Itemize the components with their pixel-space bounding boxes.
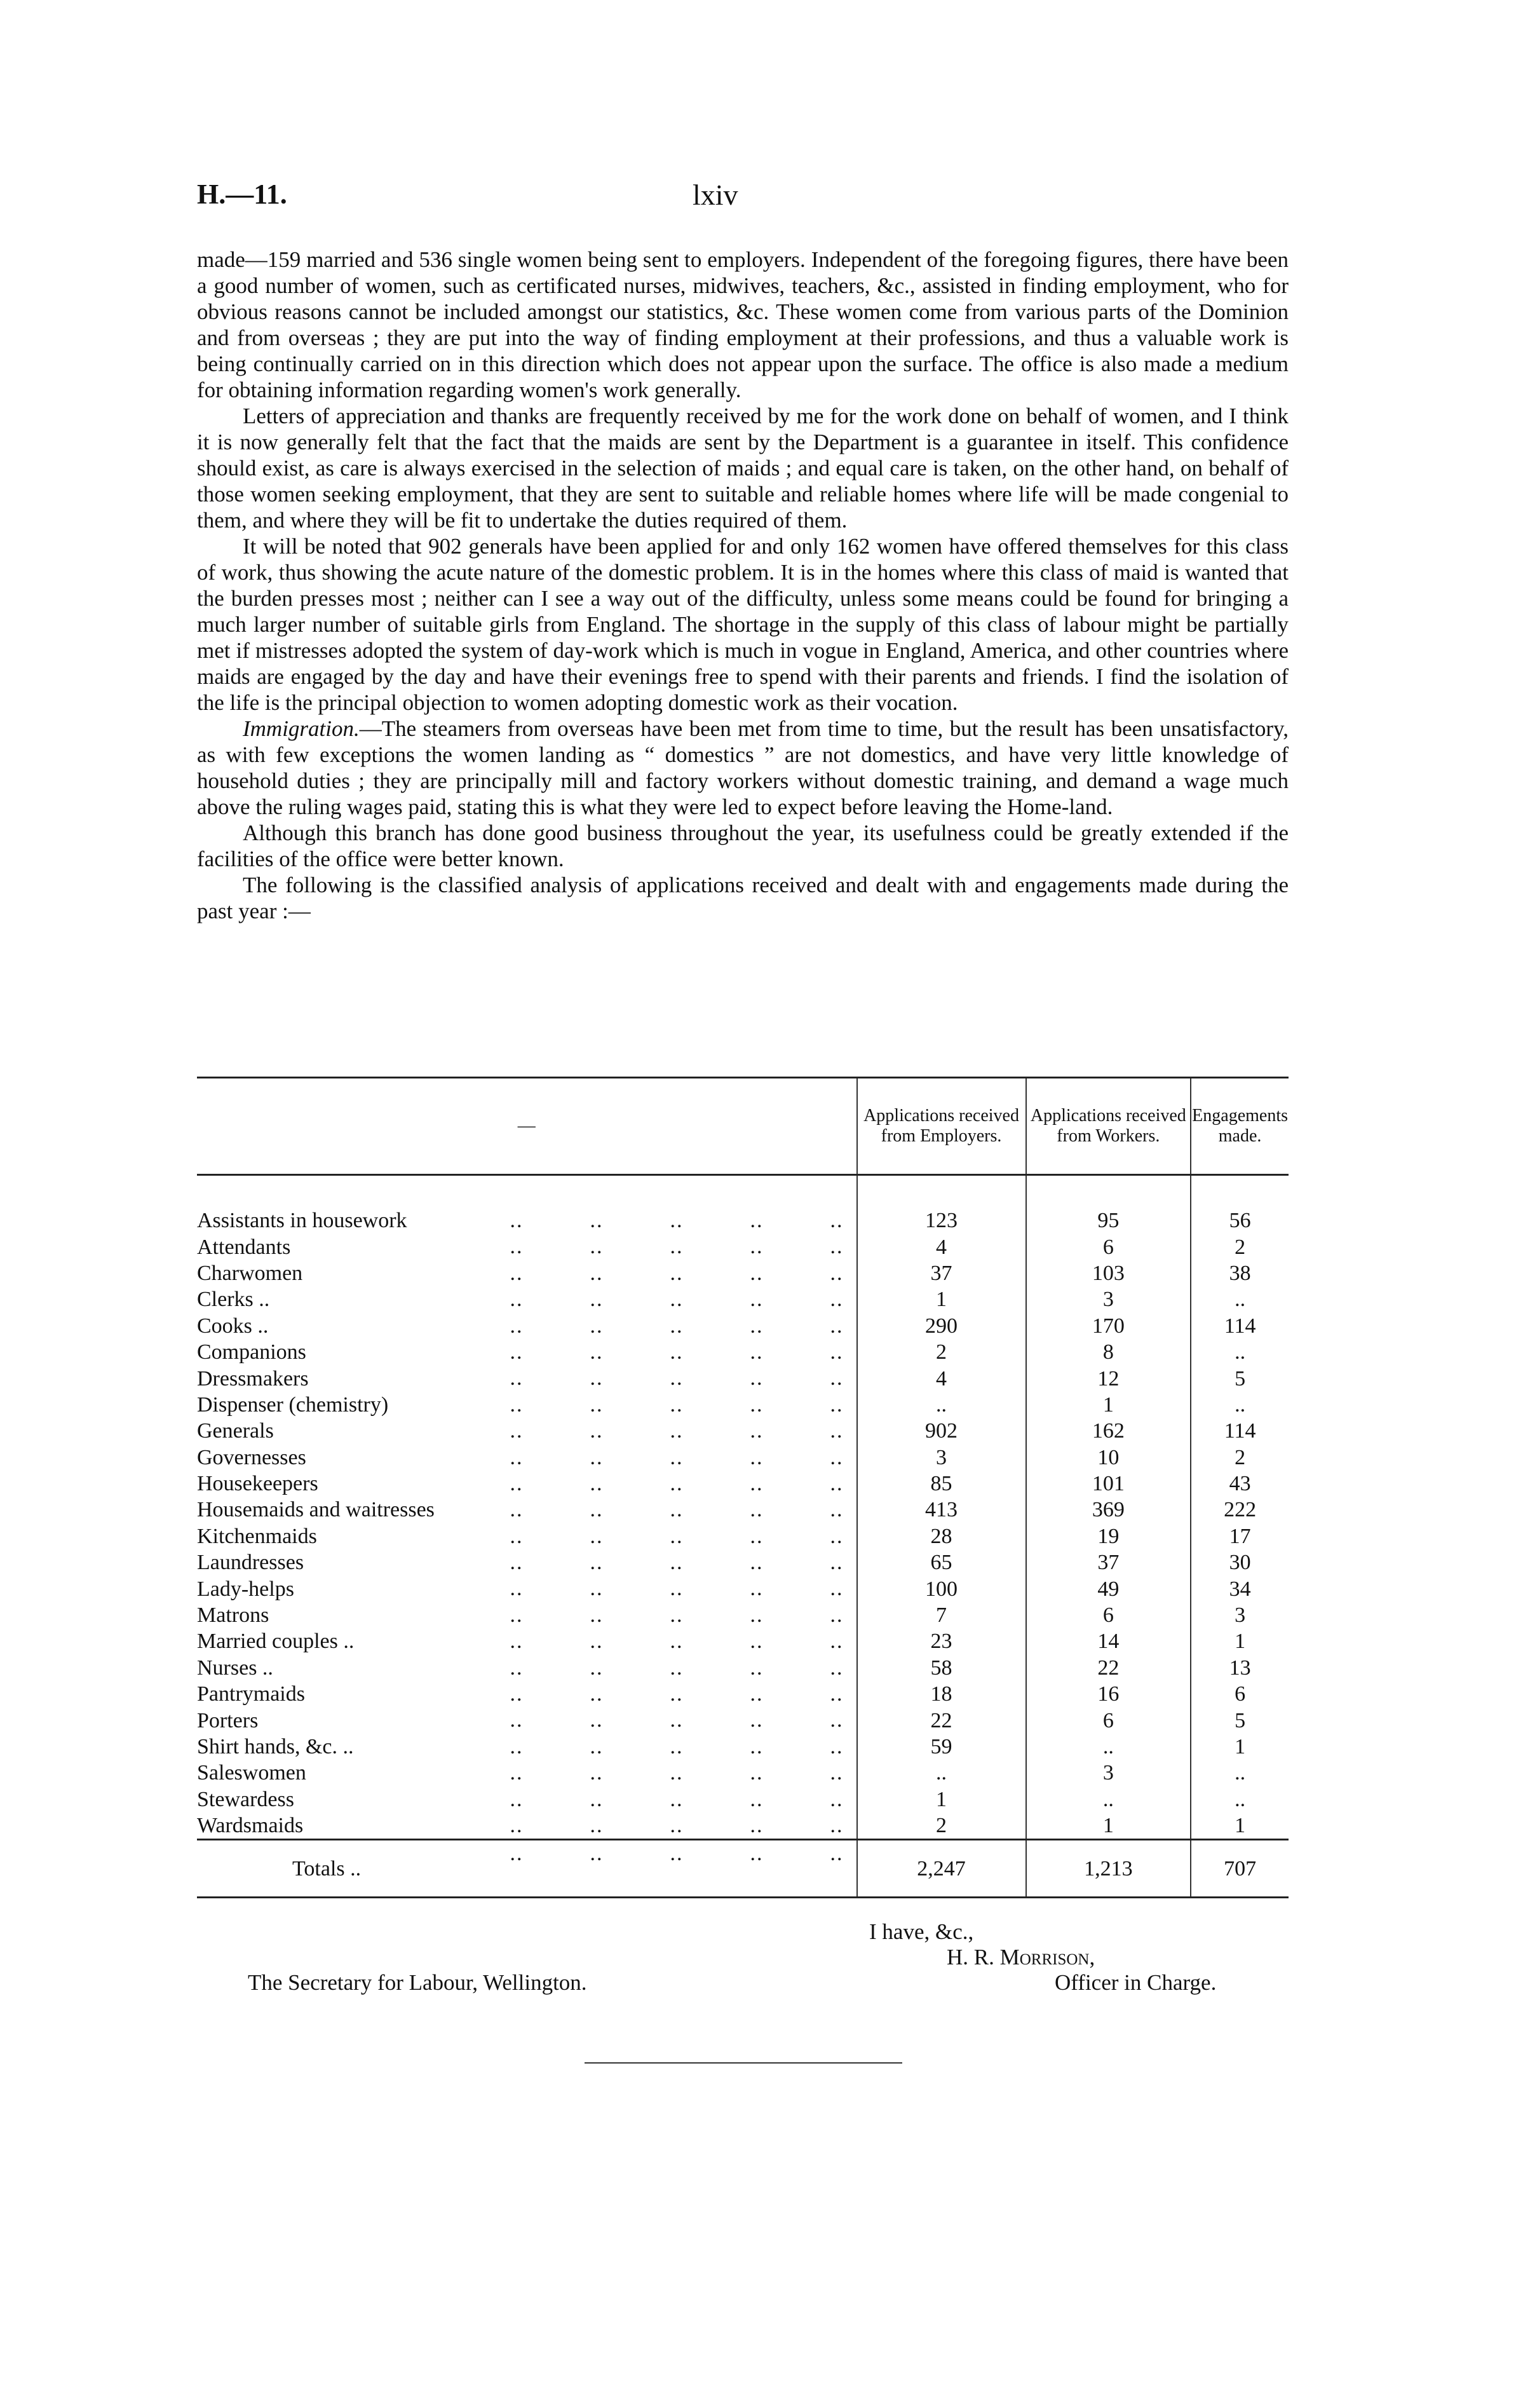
row-label: Housekeepers .. xyxy=(197,1471,857,1497)
workers-value: 49 xyxy=(1026,1575,1191,1602)
workers-value: 3 xyxy=(1026,1286,1191,1312)
employers-value: 58 xyxy=(857,1655,1026,1681)
dot-leader xyxy=(510,1234,844,1260)
employers-value: 100 xyxy=(857,1575,1026,1602)
paragraph: Although this branch has done good business throughout the year, its usefulness could be greatly extended if the facilities of the office were better known. xyxy=(197,820,1289,871)
engagements-value: .. xyxy=(1191,1760,1289,1786)
dot-leader xyxy=(510,1207,844,1234)
dot-leader xyxy=(510,1497,844,1523)
immigration-paragraph xyxy=(197,716,1289,820)
employers-value: 22 xyxy=(857,1707,1026,1733)
dot-leader xyxy=(510,1813,844,1839)
employers-value: .. xyxy=(857,1392,1026,1418)
closing: I have, &c., xyxy=(869,1919,974,1944)
engagements-value: 5 xyxy=(1191,1365,1289,1391)
engagements-value: 17 xyxy=(1191,1523,1289,1549)
dot-leader xyxy=(510,1286,844,1312)
workers-value: .. xyxy=(1026,1786,1191,1813)
table-row xyxy=(197,1786,1289,1813)
row-label: Lady-helps .. xyxy=(197,1575,857,1602)
table-row xyxy=(197,1418,1289,1444)
row-label: Matrons .. xyxy=(197,1602,857,1628)
employers-value: 65 xyxy=(857,1549,1026,1575)
dot-leader xyxy=(510,1445,844,1471)
workers-value: 16 xyxy=(1026,1681,1191,1707)
totals-label: Totals .. .. xyxy=(197,1840,857,1898)
employers-value: 902 xyxy=(857,1418,1026,1444)
table-row xyxy=(197,1523,1289,1549)
employers-value: 1 xyxy=(857,1786,1026,1813)
workers-value: .. xyxy=(1026,1734,1191,1760)
engagements-value: 1 xyxy=(1191,1813,1289,1840)
engagements-value: 30 xyxy=(1191,1549,1289,1575)
row-label: Married couples .. .. xyxy=(197,1628,857,1654)
row-label: Attendants .. xyxy=(197,1234,857,1260)
dot-leader xyxy=(510,1339,844,1365)
dot-leader xyxy=(510,1313,844,1339)
employers-value: 23 xyxy=(857,1628,1026,1654)
applications-table xyxy=(197,1077,1289,1898)
workers-value: 1 xyxy=(1026,1813,1191,1840)
row-label: Shirt hands, &c. .. .. xyxy=(197,1734,857,1760)
workers-value: 103 xyxy=(1026,1260,1191,1286)
table-row xyxy=(197,1760,1289,1786)
document-reference: H.—11. xyxy=(197,179,287,210)
dot-leader xyxy=(510,1840,844,1867)
engagements-value: 1 xyxy=(1191,1628,1289,1654)
table-row xyxy=(197,1286,1289,1312)
table-row xyxy=(197,1655,1289,1681)
table-row xyxy=(197,1260,1289,1286)
row-label: Nurses .. .. xyxy=(197,1655,857,1681)
page-number: lxiv xyxy=(693,179,738,211)
workers-value: 6 xyxy=(1026,1234,1191,1260)
row-label: Assistants in housework .. xyxy=(197,1207,857,1234)
engagements-value: 114 xyxy=(1191,1418,1289,1444)
employers-value: .. xyxy=(857,1760,1026,1786)
employers-value: 2 xyxy=(857,1813,1026,1840)
engagements-value: 6 xyxy=(1191,1681,1289,1707)
workers-value: 6 xyxy=(1026,1707,1191,1733)
employers-value: 413 xyxy=(857,1497,1026,1523)
row-label: Wardsmaids .. xyxy=(197,1813,857,1840)
table-row xyxy=(197,1207,1289,1234)
dot-leader xyxy=(510,1760,844,1786)
row-label: Generals .. xyxy=(197,1418,857,1444)
paragraph: made—159 married and 536 single women being sent to employers. Independent of the foregoing figures, there have been a good number of women, such as certificated nurses, midwives, teachers, &c., assisted in finding employment, who for obvious reasons cannot be included amongst our statistics, &c. These women come from various parts of the Dominion and from overseas ; they are put into the way of finding employment at their professions, and thus a valuable work is being continually carried on in this direction which does not appear upon the surface. The office is also made a medium for obtaining information regarding women's work generally. xyxy=(197,247,1289,402)
engagements-value: 38 xyxy=(1191,1260,1289,1286)
employers-value: 37 xyxy=(857,1260,1026,1286)
row-label: Porters .. xyxy=(197,1707,857,1733)
workers-value: 14 xyxy=(1026,1628,1191,1654)
engagements-value: .. xyxy=(1191,1786,1289,1813)
engagements-value: .. xyxy=(1191,1339,1289,1365)
row-label: Dressmakers .. xyxy=(197,1365,857,1391)
row-label: Governesses .. xyxy=(197,1445,857,1471)
paragraph: The following is the classified analysis of applications received and dealt with and engagements made during the past year :— xyxy=(197,873,1289,923)
dot-leader xyxy=(510,1365,844,1391)
row-label: Pantrymaids .. xyxy=(197,1681,857,1707)
table-row xyxy=(197,1681,1289,1707)
workers-value: 6 xyxy=(1026,1602,1191,1628)
engagements-value: 34 xyxy=(1191,1575,1289,1602)
dot-leader xyxy=(510,1392,844,1418)
spacer-row xyxy=(197,1175,1289,1208)
employers-value: 85 xyxy=(857,1471,1026,1497)
row-label: Housemaids and waitresses .. xyxy=(197,1497,857,1523)
header-workers: Applications received from Workers. xyxy=(1026,1078,1191,1175)
engagements-value: 2 xyxy=(1191,1234,1289,1260)
workers-value: 95 xyxy=(1026,1207,1191,1234)
row-label: Stewardess .. xyxy=(197,1786,857,1813)
dot-leader xyxy=(510,1418,844,1444)
end-rule xyxy=(585,2062,902,2064)
workers-value: 12 xyxy=(1026,1365,1191,1391)
employers-value: 2 xyxy=(857,1339,1026,1365)
dot-leader xyxy=(510,1734,844,1760)
totals-row xyxy=(197,1840,1289,1898)
table-row xyxy=(197,1575,1289,1602)
engagements-value: .. xyxy=(1191,1286,1289,1312)
paragraph: Letters of appreciation and thanks are frequently received by me for the work done on behalf of women, and I think it is now generally felt that the fact that the maids are sent by the Department is a guarantee in itself. This confidence should exist, as care is always exercised in the selection of maids ; and equal care is taken, on the other hand, on behalf of those women seeking employment, that they are sent to suitable and reliable homes where life will be made congenial to them, and where they will be fit to undertake the duties required of them. xyxy=(197,404,1289,533)
report-body xyxy=(197,247,1289,924)
table-header-row xyxy=(197,1078,1289,1175)
dot-leader xyxy=(510,1655,844,1681)
workers-value: 162 xyxy=(1026,1418,1191,1444)
workers-value: 10 xyxy=(1026,1445,1191,1471)
employers-value: 7 xyxy=(857,1602,1026,1628)
workers-value: 170 xyxy=(1026,1313,1191,1339)
workers-value: 22 xyxy=(1026,1655,1191,1681)
table-row xyxy=(197,1628,1289,1654)
row-label: Cooks .. .. xyxy=(197,1313,857,1339)
table-row xyxy=(197,1602,1289,1628)
employers-value: 123 xyxy=(857,1207,1026,1234)
header-blank: — xyxy=(197,1078,857,1175)
row-label: Kitchenmaids .. xyxy=(197,1523,857,1549)
engagements-value: 56 xyxy=(1191,1207,1289,1234)
signatory-name: H. R. Morrison, xyxy=(947,1945,1095,1969)
dot-leader xyxy=(510,1707,844,1733)
table-row xyxy=(197,1734,1289,1760)
table-row xyxy=(197,1813,1289,1840)
table-row xyxy=(197,1707,1289,1733)
row-label: Clerks .. .. xyxy=(197,1286,857,1312)
employers-value: 4 xyxy=(857,1365,1026,1391)
employers-total: 2,247 xyxy=(857,1840,1026,1898)
employers-value: 18 xyxy=(857,1681,1026,1707)
table-row xyxy=(197,1549,1289,1575)
employers-value: 1 xyxy=(857,1286,1026,1312)
table-row xyxy=(197,1234,1289,1260)
signatory-title: Officer in Charge. xyxy=(1055,1970,1217,1995)
table-row xyxy=(197,1339,1289,1365)
header-employers: Applications received from Employers. xyxy=(857,1078,1026,1175)
row-label: Companions .. xyxy=(197,1339,857,1365)
row-label: Saleswomen .. xyxy=(197,1760,857,1786)
employers-value: 28 xyxy=(857,1523,1026,1549)
employers-value: 290 xyxy=(857,1313,1026,1339)
workers-value: 369 xyxy=(1026,1497,1191,1523)
engagements-value: 1 xyxy=(1191,1734,1289,1760)
workers-value: 101 xyxy=(1026,1471,1191,1497)
row-label: Dispenser (chemistry) .. xyxy=(197,1392,857,1418)
employers-value: 3 xyxy=(857,1445,1026,1471)
workers-total: 1,213 xyxy=(1026,1840,1191,1898)
dot-leader xyxy=(510,1602,844,1628)
dot-leader xyxy=(510,1786,844,1813)
row-label: Charwomen .. xyxy=(197,1260,857,1286)
engagements-total: 707 xyxy=(1191,1840,1289,1898)
engagements-value: 3 xyxy=(1191,1602,1289,1628)
engagements-value: 222 xyxy=(1191,1497,1289,1523)
table-row xyxy=(197,1497,1289,1523)
workers-value: 37 xyxy=(1026,1549,1191,1575)
engagements-value: 2 xyxy=(1191,1445,1289,1471)
paragraph: It will be noted that 902 generals have been applied for and only 162 women have offered themselves for this class of work, thus showing the acute nature of the domestic problem. It is in the homes where this class of maid is wanted that the burden presses most ; neither can I see a way out of the difficulty, unless some means could be found for bringing a much larger number of suitable girls from England. The shortage in the supply of this class of labour might be partially met if mistresses adopted the system of day-work which is much in vogue in England, America, and other countries where maids are engaged by the day and have their evenings free to spend with their parents and friends. I find the isolation of the life is the principal objection to women adopting domestic work as their vocation. xyxy=(197,534,1289,715)
workers-value: 8 xyxy=(1026,1339,1191,1365)
workers-value: 19 xyxy=(1026,1523,1191,1549)
engagements-value: .. xyxy=(1191,1392,1289,1418)
engagements-value: 13 xyxy=(1191,1655,1289,1681)
row-label: Laundresses .. xyxy=(197,1549,857,1575)
immigration-text: —The steamers from overseas have been met from time to time, but the result has been unsatisfactory, as with few exceptions the women landing as “ domestics ” are not domestics, and have very little knowledge of household duties ; they are principally mill and factory workers without domestic training, and demand a wage much above the ruling wages paid, stating this is what they were led to expect before leaving the Home-land. xyxy=(197,716,1289,819)
addressee: The Secretary for Labour, Wellington. xyxy=(248,1970,587,1995)
dot-leader xyxy=(510,1523,844,1549)
dot-leader xyxy=(510,1681,844,1707)
table-row xyxy=(197,1392,1289,1418)
table-row xyxy=(197,1471,1289,1497)
dot-leader xyxy=(510,1471,844,1497)
dot-leader xyxy=(510,1260,844,1286)
immigration-heading: Immigration. xyxy=(243,716,360,741)
employers-value: 4 xyxy=(857,1234,1026,1260)
workers-value: 3 xyxy=(1026,1760,1191,1786)
table-row xyxy=(197,1313,1289,1339)
engagements-value: 43 xyxy=(1191,1471,1289,1497)
workers-value: 1 xyxy=(1026,1392,1191,1418)
table-row xyxy=(197,1365,1289,1391)
header-engagements: Engagements made. xyxy=(1191,1078,1289,1175)
dot-leader xyxy=(510,1628,844,1654)
employers-value: 59 xyxy=(857,1734,1026,1760)
engagements-value: 114 xyxy=(1191,1313,1289,1339)
dot-leader xyxy=(510,1549,844,1575)
dot-leader xyxy=(510,1575,844,1602)
engagements-value: 5 xyxy=(1191,1707,1289,1733)
table-row xyxy=(197,1445,1289,1471)
